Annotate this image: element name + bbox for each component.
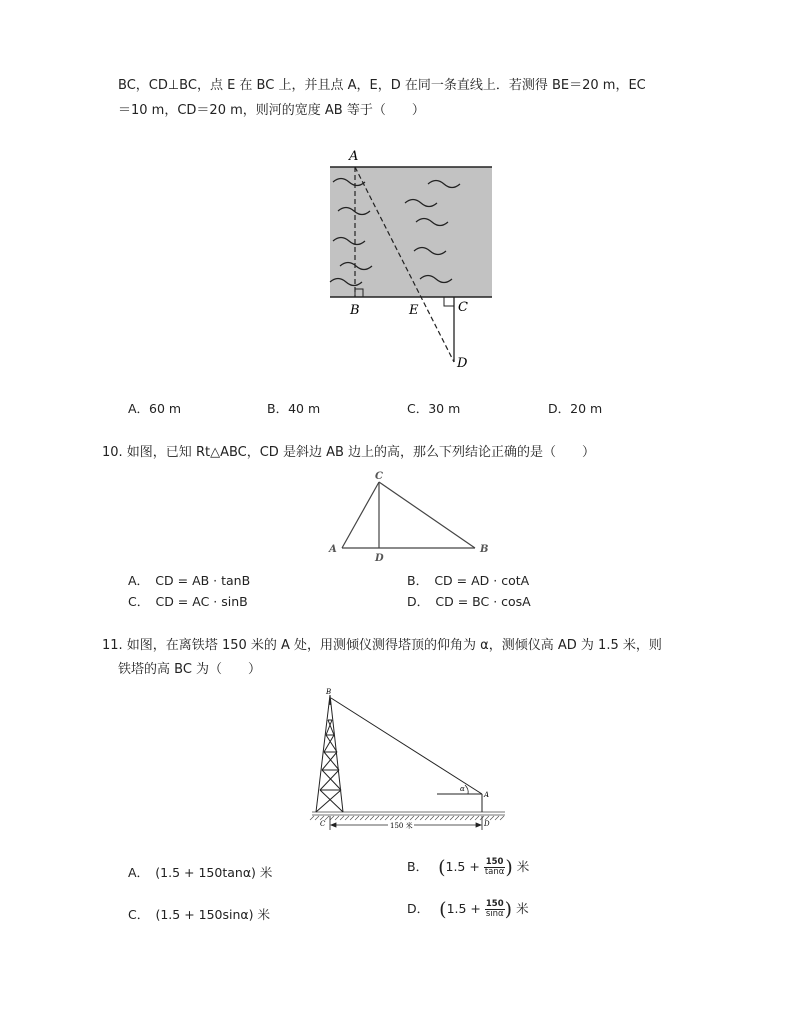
q9-option-a[interactable]: A．60 m bbox=[128, 401, 182, 416]
q11-tower-figure bbox=[305, 685, 515, 835]
hatch-mark bbox=[340, 816, 344, 820]
q10-option-d[interactable]: D． CD = BC · cosA bbox=[407, 594, 531, 609]
hatch-mark bbox=[405, 816, 409, 820]
hatch-mark bbox=[470, 816, 474, 820]
label-a: A bbox=[484, 791, 490, 799]
option-letter: B． bbox=[407, 859, 429, 874]
q11-option-d[interactable]: D． (1.5 + $\frac{150}{\sin\alpha}$ ) 米 bbox=[407, 898, 529, 921]
fraction-numerator: 150 bbox=[485, 899, 504, 909]
hatch-mark bbox=[375, 816, 379, 820]
hatch-mark bbox=[490, 816, 494, 820]
hatch-mark bbox=[370, 816, 374, 820]
q9-option-b[interactable]: B．40 m bbox=[267, 401, 321, 416]
hatch-mark bbox=[380, 816, 384, 820]
label-c: C bbox=[458, 300, 468, 315]
q11-stem-line2: 铁塔的高 BC 为（ ） bbox=[118, 662, 262, 677]
q10-option-a[interactable]: A． CD = AB · tanB bbox=[128, 573, 251, 588]
label-b: B bbox=[480, 544, 489, 555]
option-lead: 1.5 + bbox=[445, 859, 484, 874]
hatch-mark bbox=[460, 816, 464, 820]
hatch-mark bbox=[450, 816, 454, 820]
hatch-mark bbox=[345, 816, 349, 820]
hatch-mark bbox=[495, 816, 499, 820]
fraction-denominator: sinα bbox=[485, 909, 504, 919]
hatch-mark bbox=[390, 816, 394, 820]
hatch-mark bbox=[315, 816, 319, 820]
hatch-mark bbox=[325, 816, 329, 820]
label-e: E bbox=[409, 303, 419, 318]
hatch-mark bbox=[410, 816, 414, 820]
hatch-mark bbox=[395, 816, 399, 820]
hatch-mark bbox=[430, 816, 434, 820]
q9-stem-line2: ＝10 m，CD＝20 m，则河的宽度 AB 等于（ ） bbox=[118, 103, 425, 118]
q9-option-d[interactable]: D．20 m bbox=[548, 401, 603, 416]
q10-triangle-figure bbox=[320, 462, 495, 567]
ground-hatch bbox=[310, 816, 504, 820]
hatch-mark bbox=[440, 816, 444, 820]
q11-stem-line1: 11. 如图，在离铁塔 150 米的 A 处，用测倾仪测得塔顶的仰角为 α，测倾仪高 AD 为 1.5 米，则 bbox=[102, 638, 662, 653]
hatch-mark bbox=[310, 816, 314, 820]
label-distance: 150 米 bbox=[390, 822, 413, 830]
q10-option-c[interactable]: C． CD = AC · sinB bbox=[128, 594, 248, 609]
fraction bbox=[485, 900, 505, 919]
option-unit: 米 bbox=[516, 859, 530, 874]
label-d: D bbox=[484, 820, 490, 828]
option-unit: 米 bbox=[516, 901, 529, 916]
hatch-mark bbox=[475, 816, 479, 820]
hatch-mark bbox=[365, 816, 369, 820]
hatch-mark bbox=[415, 816, 419, 820]
hatch-mark bbox=[400, 816, 404, 820]
hatch-mark bbox=[350, 816, 354, 820]
tower bbox=[316, 695, 343, 812]
fraction-denominator: tanα bbox=[484, 867, 505, 877]
hatch-mark bbox=[455, 816, 459, 820]
q11-option-a[interactable]: A． (1.5 + 150tanα) 米 bbox=[128, 865, 273, 880]
option-letter: D． bbox=[407, 901, 430, 916]
hatch-mark bbox=[355, 816, 359, 820]
label-b: B bbox=[326, 688, 332, 696]
fraction bbox=[484, 858, 506, 877]
fraction-numerator: 150 bbox=[485, 857, 504, 867]
hatch-mark bbox=[360, 816, 364, 820]
q11-option-b[interactable]: B． (1.5 + $\frac{150}{\tan\alpha}$ ) 米 bbox=[407, 856, 530, 879]
hatch-mark bbox=[420, 816, 424, 820]
label-a: A bbox=[349, 149, 359, 164]
label-alpha: α bbox=[460, 785, 465, 793]
label-a: A bbox=[329, 544, 337, 555]
q9-option-c[interactable]: C．30 m bbox=[407, 401, 461, 416]
hatch-mark bbox=[335, 816, 339, 820]
q10-stem: 10. 如图，已知 Rt△ABC，CD 是斜边 AB 边上的高，那么下列结论正确的是（ ） bbox=[102, 445, 596, 460]
sight-line bbox=[331, 698, 482, 794]
hatch-mark bbox=[385, 816, 389, 820]
label-d: D bbox=[375, 553, 384, 564]
right-angle-mark-c bbox=[444, 297, 454, 306]
q9-stem-line1: BC，CD⊥BC，点 E 在 BC 上，并且点 A，E，D 在同一条直线上．若测得 BE＝20 m，EC bbox=[118, 78, 646, 93]
label-c: C bbox=[375, 471, 383, 482]
q10-option-b[interactable]: B． CD = AD · cotA bbox=[407, 573, 530, 588]
q11-option-c[interactable]: C． (1.5 + 150sinα) 米 bbox=[128, 907, 271, 922]
hatch-mark bbox=[435, 816, 439, 820]
label-b: B bbox=[350, 303, 360, 318]
q9-river-figure bbox=[318, 145, 518, 375]
label-d: D bbox=[457, 356, 468, 371]
hatch-mark bbox=[500, 816, 504, 820]
option-lead: 1.5 + bbox=[446, 901, 485, 916]
hatch-mark bbox=[445, 816, 449, 820]
hatch-mark bbox=[465, 816, 469, 820]
hatch-mark bbox=[330, 816, 334, 820]
hatch-mark bbox=[425, 816, 429, 820]
alpha-arc bbox=[465, 785, 468, 794]
label-c: C bbox=[320, 820, 326, 828]
